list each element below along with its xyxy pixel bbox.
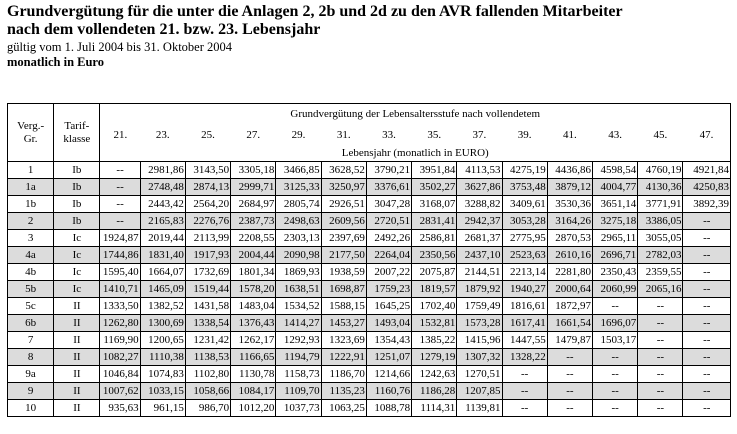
salary-cell: 1169,90 (100, 332, 140, 349)
salary-cell: 3275,18 (593, 213, 638, 230)
salary-cell: 2000,64 (547, 281, 592, 298)
table-row (8, 230, 731, 247)
salary-cell: 2586,81 (412, 230, 457, 247)
salary-cell: -- (683, 264, 731, 281)
title-line-2: nach dem vollendeten 21. bzw. 23. Lebensjahr (7, 21, 321, 38)
salary-cell: -- (683, 230, 731, 247)
salary-cell: -- (547, 400, 592, 417)
salary-cell: 2359,55 (638, 264, 683, 281)
table-row (8, 162, 731, 179)
verg-gr-cell: 9a (8, 366, 54, 383)
salary-cell: 2350,56 (412, 247, 457, 264)
salary-cell: 2492,26 (366, 230, 411, 247)
salary-cell: 1012,20 (231, 400, 276, 417)
salary-cell: 3376,61 (366, 179, 411, 196)
salary-cell: -- (683, 366, 731, 383)
salary-cell: 1328,22 (502, 349, 547, 366)
salary-cell: 1578,20 (231, 281, 276, 298)
salary-cell: 4130,36 (638, 179, 683, 196)
salary-cell: 2397,69 (321, 230, 366, 247)
salary-cell: 2874,13 (185, 179, 230, 196)
salary-cell: 3753,48 (502, 179, 547, 196)
salary-cell: 4436,86 (547, 162, 592, 179)
unit-note: monatlich in Euro (7, 55, 105, 69)
salary-cell: 1007,62 (100, 383, 140, 400)
salary-cell: 2720,51 (366, 213, 411, 230)
salary-cell: 3168,07 (412, 196, 457, 213)
salary-cell: -- (100, 213, 140, 230)
salary-cell: 2610,16 (547, 247, 592, 264)
salary-cell: 1262,17 (231, 332, 276, 349)
age-header-row (8, 125, 731, 146)
salary-cell: 3771,91 (638, 196, 683, 213)
salary-cell: 2177,50 (321, 247, 366, 264)
col-header-verg (8, 104, 54, 162)
salary-cell: 1759,49 (457, 298, 502, 315)
salary-cell: -- (593, 298, 638, 315)
salary-cell: 2523,63 (502, 247, 547, 264)
salary-cell: 1664,07 (140, 264, 185, 281)
table-row (8, 281, 731, 298)
salary-cell: 2007,22 (366, 264, 411, 281)
salary-cell: 3627,86 (457, 179, 502, 196)
salary-cell: 1158,73 (276, 366, 321, 383)
salary-cell: 3879,12 (547, 179, 592, 196)
salary-cell: -- (502, 366, 547, 383)
salary-cell: 2965,11 (593, 230, 638, 247)
salary-cell: -- (638, 349, 683, 366)
tarifklasse-cell: II (54, 332, 100, 349)
tarifklasse-cell: Ic (54, 264, 100, 281)
salary-cell: -- (547, 349, 592, 366)
col-header-verg-line1: Verg.- (17, 119, 45, 132)
age-header: 43. (608, 129, 622, 142)
salary-cell: -- (683, 298, 731, 315)
salary-cell: 3250,97 (321, 179, 366, 196)
salary-cell: 1200,65 (140, 332, 185, 349)
table-row (8, 179, 731, 196)
salary-cell: 961,15 (140, 400, 185, 417)
age-header: 27. (246, 129, 261, 142)
salary-cell: -- (638, 383, 683, 400)
salary-cell: 1033,15 (140, 383, 185, 400)
salary-cell: 2060,99 (593, 281, 638, 298)
salary-cell: 1262,80 (100, 315, 140, 332)
salary-cell: 1917,93 (185, 247, 230, 264)
validity-note: gültig vom 1. Juli 2004 bis 31. Oktober 2004 (7, 40, 232, 54)
salary-cell: 3305,18 (231, 162, 276, 179)
salary-cell: 1231,42 (185, 332, 230, 349)
age-unit-line: Lebensjahr (monatlich in EURO) (100, 146, 731, 162)
salary-cell: 2999,71 (231, 179, 276, 196)
age-header: 41. (563, 129, 577, 142)
salary-cell: -- (638, 298, 683, 315)
salary-cell: 1816,61 (502, 298, 547, 315)
salary-cell: -- (638, 366, 683, 383)
salary-cell: 1595,40 (100, 264, 140, 281)
tarifklasse-cell: Ib (54, 162, 100, 179)
tarifklasse-cell: II (54, 383, 100, 400)
salary-cell: -- (100, 179, 140, 196)
salary-cell: 1307,32 (457, 349, 502, 366)
salary-cell: -- (683, 247, 731, 264)
salary-cell: 1088,78 (366, 400, 411, 417)
salary-cell: 2165,83 (140, 213, 185, 230)
salary-cell: 1503,17 (593, 332, 638, 349)
salary-cell: 1869,93 (276, 264, 321, 281)
tarifklasse-cell: II (54, 349, 100, 366)
tarifklasse-cell: Ib (54, 213, 100, 230)
salary-cell: 1410,71 (100, 281, 140, 298)
table-row (8, 400, 731, 417)
salary-cell: 1732,69 (185, 264, 230, 281)
salary-cell: 4760,19 (638, 162, 683, 179)
salary-cell: 4250,83 (683, 179, 731, 196)
salary-cell: 1940,27 (502, 281, 547, 298)
salary-cell: 986,70 (185, 400, 230, 417)
table-row (8, 196, 731, 213)
salary-cell: 3047,28 (366, 196, 411, 213)
verg-gr-cell: 8 (8, 349, 54, 366)
salary-cell: 2213,14 (502, 264, 547, 281)
span-header: Grundvergütung der Lebensaltersstufe nach vollendetem (100, 104, 731, 126)
table-row (8, 213, 731, 230)
salary-cell: 4275,19 (502, 162, 547, 179)
age-header: 39. (517, 129, 532, 142)
salary-cell: 1338,54 (185, 315, 230, 332)
salary-cell: 1270,51 (457, 366, 502, 383)
salary-cell: -- (100, 162, 140, 179)
salary-cell: 2350,43 (593, 264, 638, 281)
salary-cell: -- (683, 383, 731, 400)
salary-cell: 1638,51 (276, 281, 321, 298)
salary-cell: 3628,52 (321, 162, 366, 179)
salary-table (7, 103, 731, 417)
table-row (8, 349, 731, 366)
verg-gr-cell: 1a (8, 179, 54, 196)
salary-cell: 1102,80 (185, 366, 230, 383)
salary-cell: 1082,27 (100, 349, 140, 366)
salary-cell: 1242,63 (412, 366, 457, 383)
table-row (8, 264, 731, 281)
salary-cell: 2065,16 (638, 281, 683, 298)
verg-gr-cell: 5c (8, 298, 54, 315)
salary-cell: 1879,92 (457, 281, 502, 298)
salary-cell: 1130,78 (231, 366, 276, 383)
salary-cell: 2805,74 (276, 196, 321, 213)
salary-cell: 2870,53 (547, 230, 592, 247)
salary-cell: 1453,27 (321, 315, 366, 332)
tarifklasse-cell: II (54, 366, 100, 383)
salary-cell: 2281,80 (547, 264, 592, 281)
salary-cell: 2981,86 (140, 162, 185, 179)
salary-cell: 2609,56 (321, 213, 366, 230)
age-header: 31. (336, 129, 351, 142)
salary-cell: 1588,15 (321, 298, 366, 315)
salary-cell: 2264,04 (366, 247, 411, 264)
verg-gr-cell: 6b (8, 315, 54, 332)
salary-cell: 1114,31 (412, 400, 457, 417)
salary-cell: 935,63 (100, 400, 140, 417)
salary-cell: -- (683, 315, 731, 332)
title-line-1: Grundvergütung für die unter die Anlagen 2, 2b und 2d zu den AVR fallenden Mitarbeiter (7, 3, 623, 20)
salary-cell: 1354,43 (366, 332, 411, 349)
salary-cell: 3651,14 (593, 196, 638, 213)
salary-cell: 1037,73 (276, 400, 321, 417)
salary-cell: 2303,13 (276, 230, 321, 247)
salary-cell: 3125,33 (276, 179, 321, 196)
salary-cell: 4598,54 (593, 162, 638, 179)
salary-cell: -- (683, 349, 731, 366)
salary-cell: -- (593, 366, 638, 383)
verg-gr-cell: 3 (8, 230, 54, 247)
salary-cell: 1483,04 (231, 298, 276, 315)
table-head (8, 104, 731, 162)
salary-cell: 1382,52 (140, 298, 185, 315)
salary-cell: 1292,93 (276, 332, 321, 349)
salary-cell: 2498,63 (276, 213, 321, 230)
verg-gr-cell: 1 (8, 162, 54, 179)
verg-gr-cell: 7 (8, 332, 54, 349)
tarifklasse-cell: Ic (54, 230, 100, 247)
salary-cell: 1084,17 (231, 383, 276, 400)
salary-cell: 2276,76 (185, 213, 230, 230)
table-row (8, 366, 731, 383)
salary-cell: 1063,25 (321, 400, 366, 417)
salary-cell: 3409,61 (502, 196, 547, 213)
salary-cell: 2926,51 (321, 196, 366, 213)
salary-cell: 1617,41 (502, 315, 547, 332)
salary-cell: 1479,87 (547, 332, 592, 349)
salary-cell: 1645,25 (366, 298, 411, 315)
salary-cell: 1194,79 (276, 349, 321, 366)
salary-cell: 2564,20 (185, 196, 230, 213)
verg-gr-cell: 10 (8, 400, 54, 417)
table-row (8, 298, 731, 315)
salary-cell: -- (547, 383, 592, 400)
tarifklasse-cell: II (54, 298, 100, 315)
salary-cell: -- (593, 383, 638, 400)
salary-cell: 1519,44 (185, 281, 230, 298)
age-header: 33. (382, 129, 396, 142)
salary-cell: 1759,23 (366, 281, 411, 298)
age-header: 29. (291, 129, 306, 142)
salary-cell: 1801,34 (231, 264, 276, 281)
salary-cell: 2387,73 (231, 213, 276, 230)
salary-cell: 1698,87 (321, 281, 366, 298)
salary-cell: 1385,22 (412, 332, 457, 349)
salary-cell: 1139,81 (457, 400, 502, 417)
table-row (8, 247, 731, 264)
salary-cell: 1696,07 (593, 315, 638, 332)
tarifklasse-cell: Ic (54, 247, 100, 264)
salary-cell: 1819,57 (412, 281, 457, 298)
salary-cell: 1532,81 (412, 315, 457, 332)
salary-cell: 1447,55 (502, 332, 547, 349)
salary-cell: 1214,66 (366, 366, 411, 383)
salary-cell: 1414,27 (276, 315, 321, 332)
verg-gr-cell: 4a (8, 247, 54, 264)
salary-cell: -- (638, 315, 683, 332)
salary-cell: 3892,39 (683, 196, 731, 213)
salary-cell: 2696,71 (593, 247, 638, 264)
salary-cell: 2942,37 (457, 213, 502, 230)
document-header (7, 3, 732, 69)
salary-cell: 3790,21 (366, 162, 411, 179)
age-header: 37. (472, 129, 487, 142)
salary-cell: 1661,54 (547, 315, 592, 332)
salary-cell: 2831,41 (412, 213, 457, 230)
salary-cell: 3288,82 (457, 196, 502, 213)
salary-cell: 2113,99 (185, 230, 230, 247)
salary-cell: 3143,50 (185, 162, 230, 179)
salary-cell: 1207,85 (457, 383, 502, 400)
salary-cell: 1831,40 (140, 247, 185, 264)
age-header: 45. (653, 129, 668, 142)
tarifklasse-cell: Ic (54, 281, 100, 298)
table-row (8, 332, 731, 349)
salary-cell: 3055,05 (638, 230, 683, 247)
salary-cell: 1924,87 (100, 230, 140, 247)
age-header: 47. (683, 125, 731, 146)
salary-cell: 1493,04 (366, 315, 411, 332)
salary-cell: 4113,53 (457, 162, 502, 179)
salary-cell: 1573,28 (457, 315, 502, 332)
col-header-verg-line2: Gr. (23, 132, 38, 145)
table-body (8, 162, 731, 417)
tarifklasse-cell: Ib (54, 179, 100, 196)
salary-cell: 4004,77 (593, 179, 638, 196)
salary-cell: 1109,70 (276, 383, 321, 400)
salary-cell: 3951,84 (412, 162, 457, 179)
salary-cell: 1110,38 (140, 349, 185, 366)
col-header-tarif (54, 104, 100, 162)
salary-cell: -- (547, 366, 592, 383)
salary-cell: 1186,70 (321, 366, 366, 383)
verg-gr-cell: 5b (8, 281, 54, 298)
tarifklasse-cell: II (54, 400, 100, 417)
salary-cell: 1465,09 (140, 281, 185, 298)
salary-cell: 1938,59 (321, 264, 366, 281)
col-header-tarif-line2: klasse (63, 132, 91, 145)
salary-cell: 1058,66 (185, 383, 230, 400)
salary-cell: 2075,87 (412, 264, 457, 281)
salary-cell: 2681,37 (457, 230, 502, 247)
salary-cell: 1415,96 (457, 332, 502, 349)
salary-cell: 1074,83 (140, 366, 185, 383)
salary-cell: 1702,40 (412, 298, 457, 315)
salary-cell: 1872,97 (547, 298, 592, 315)
salary-cell: 2208,55 (231, 230, 276, 247)
table-row (8, 383, 731, 400)
age-header: 21. (100, 125, 140, 146)
salary-cell: 1166,65 (231, 349, 276, 366)
salary-cell: -- (502, 383, 547, 400)
age-header: 35. (427, 129, 442, 142)
salary-cell: -- (100, 196, 140, 213)
salary-cell: 1186,28 (412, 383, 457, 400)
salary-cell: 1376,43 (231, 315, 276, 332)
salary-cell: 2775,95 (502, 230, 547, 247)
salary-cell: 1135,23 (321, 383, 366, 400)
salary-cell: 1431,58 (185, 298, 230, 315)
salary-cell: 3164,26 (547, 213, 592, 230)
salary-cell: 1046,84 (100, 366, 140, 383)
age-header: 25. (201, 129, 215, 142)
salary-cell: 2443,42 (140, 196, 185, 213)
verg-gr-cell: 9 (8, 383, 54, 400)
salary-cell: 1323,69 (321, 332, 366, 349)
salary-cell: 1333,50 (100, 298, 140, 315)
salary-cell: 1160,76 (366, 383, 411, 400)
verg-gr-cell: 1b (8, 196, 54, 213)
salary-cell: 2004,44 (231, 247, 276, 264)
salary-cell: 1279,19 (412, 349, 457, 366)
salary-cell: 1222,91 (321, 349, 366, 366)
salary-cell: 3502,27 (412, 179, 457, 196)
salary-cell: 2782,03 (638, 247, 683, 264)
salary-cell: 3530,36 (547, 196, 592, 213)
salary-cell: 2019,44 (140, 230, 185, 247)
salary-cell: 3466,85 (276, 162, 321, 179)
age-header: 23. (155, 129, 170, 142)
col-header-tarif-line1: Tarif- (64, 119, 90, 132)
salary-cell: 1534,52 (276, 298, 321, 315)
salary-cell: 3386,05 (638, 213, 683, 230)
salary-cell: -- (683, 332, 731, 349)
salary-cell: -- (593, 349, 638, 366)
tarifklasse-cell: II (54, 315, 100, 332)
tarifklasse-cell: Ib (54, 196, 100, 213)
salary-cell: 1138,53 (185, 349, 230, 366)
salary-cell: 1251,07 (366, 349, 411, 366)
salary-cell: 2437,10 (457, 247, 502, 264)
table-row (8, 315, 731, 332)
verg-gr-cell: 4b (8, 264, 54, 281)
salary-cell: 1744,86 (100, 247, 140, 264)
salary-cell: -- (638, 400, 683, 417)
salary-cell: 1300,69 (140, 315, 185, 332)
salary-cell: 2144,51 (457, 264, 502, 281)
salary-cell: -- (502, 400, 547, 417)
salary-cell: -- (683, 400, 731, 417)
salary-cell: -- (683, 213, 731, 230)
salary-cell: 2684,97 (231, 196, 276, 213)
salary-cell: -- (638, 332, 683, 349)
salary-cell: 2748,48 (140, 179, 185, 196)
salary-cell: 2090,98 (276, 247, 321, 264)
salary-cell: 4921,84 (683, 162, 731, 179)
salary-cell: -- (593, 400, 638, 417)
salary-cell: 3053,28 (502, 213, 547, 230)
verg-gr-cell: 2 (8, 213, 54, 230)
salary-cell: -- (683, 281, 731, 298)
